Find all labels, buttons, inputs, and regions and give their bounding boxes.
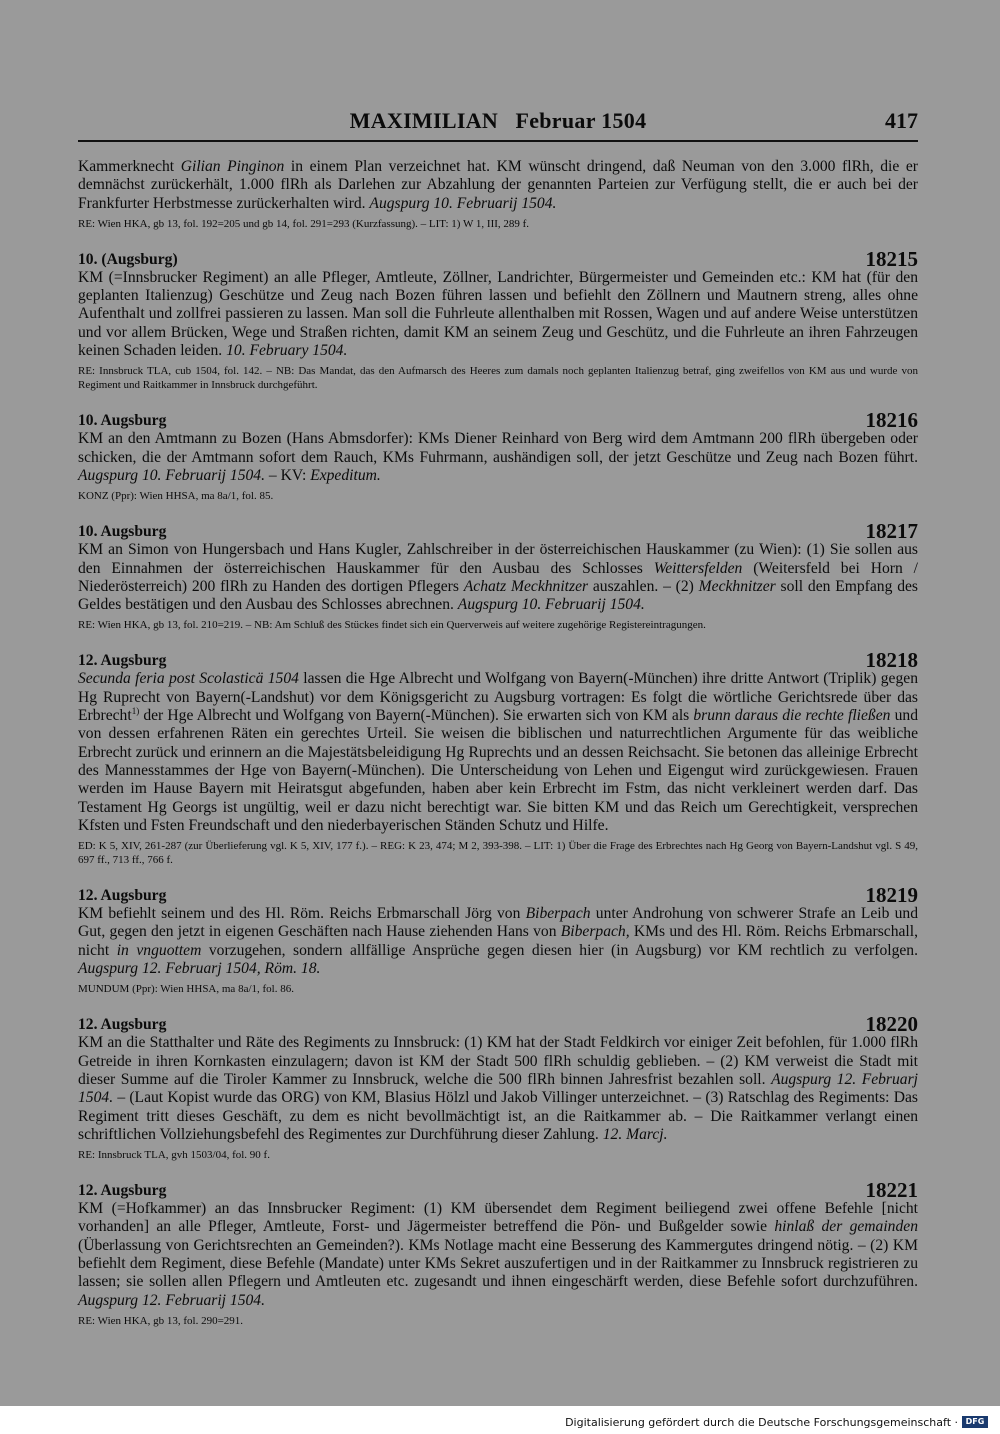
regest-entry-18219 bbox=[78, 885, 918, 996]
text-segment: in einem Plan verzeichnet hat. KM wünscht dringend, daß Neuman von den 3.000 flRh, die er demnächst zurückerhält, 1.000 flRh als Darlehen zur Abzahlung der genannten Parteien zur Verfügung stellt, die er auch bei der Frankfurter Herbstmesse zurückerhalten wird. bbox=[78, 158, 918, 212]
entry-note bbox=[78, 1148, 918, 1162]
italic-text: 12. Marcj. bbox=[602, 1125, 668, 1143]
entry-date: 10. (Augsburg) bbox=[78, 250, 178, 268]
entry-date: 10. Augsburg bbox=[78, 412, 167, 430]
text-segment: auszahlen. – (2) bbox=[588, 577, 699, 595]
regest-entry-18221 bbox=[78, 1180, 918, 1328]
italic-text: Augspurg 12. Februarij 1504. bbox=[78, 1291, 265, 1309]
text-segment: – KV: bbox=[264, 466, 311, 484]
running-title: MAXIMILIAN Februar 1504 bbox=[349, 108, 647, 133]
entry-number: 18217 bbox=[865, 519, 918, 544]
text-segment: (Weitersfeld bei Horn / Niederösterreich) 200 flRh zu Handen des dortigen Pflegers bbox=[78, 559, 919, 595]
italic-text: hinlaß der gemainden bbox=[774, 1218, 918, 1236]
entry-number: 18215 bbox=[865, 246, 918, 271]
entry-note bbox=[78, 839, 918, 867]
dfg-footer bbox=[565, 1414, 988, 1430]
entry-note bbox=[78, 1314, 918, 1328]
italic-text: Expeditum. bbox=[310, 466, 381, 484]
footnote-marker: 1) bbox=[131, 705, 140, 716]
entry-body bbox=[78, 905, 918, 978]
entry-date: 12. Augsburg bbox=[78, 1016, 167, 1034]
italic-text: Gilian Pinginon bbox=[180, 158, 285, 175]
italic-text: Weittersfelden bbox=[653, 559, 743, 577]
intro-paragraph bbox=[78, 158, 918, 213]
text-segment: KM befiehlt seinem und des Hl. Röm. Reichs Erbmarschall Jörg von bbox=[78, 905, 526, 923]
regest-entry-18217 bbox=[78, 521, 918, 632]
text-segment: KM (=Innsbrucker Regiment) an alle Pfleger, Amtleute, Zöllner, Landrichter, Bürgermeister und Gemeinden etc.: KM hat (für den geplanten Italienzug) Geschütze und Zeug nach Bozen führen lassen und befiehlt den Zöllnern und Mautnern streng, alles ohne Aufenthalt und zollfrei passieren zu lassen. Man soll die Fuhrleute allenthalben mit Rossen, Wagen und auf andere Weise unterstützen und vor allem Brücken, Wege und Straßen richten, damit KM an seinem Zeug und Geschütz, und die Fuhrleute an ihren Fahrzeugen keinen Schaden leiden. bbox=[78, 268, 918, 360]
text-segment: RE: Wien HKA, gb 13, fol. 210=219. – NB: Am Schluß des Stückes findet sich ein Querverweis auf weitere zugehörige Registereintragungen. bbox=[78, 619, 706, 632]
text-segment: unter Androhung von schwerer Strafe an Leib und Gut, gegen den jetzt in eigenen Geschäften nach Hause ziehenden Hans von bbox=[78, 905, 918, 941]
entry-note bbox=[78, 364, 918, 392]
italic-text: Augspurg 10. Februarij 1504. bbox=[78, 466, 265, 484]
page-content bbox=[78, 158, 918, 1328]
text-segment: KM an den Amtmann zu Bozen (Hans Abmsdorfer): KMs Diener Reinhard von Berg wird dem Amtmann 200 flRh übergeben oder schicken, die der Amtmann sofort dem Rauch, KMs Fuhrmann, aushändigen soll, der jetzt Geschütze und Zeug nach Bozen führt. bbox=[78, 430, 918, 466]
italic-text: brunn daraus die rechte fließen bbox=[693, 707, 891, 725]
italic-text: Augspurg 12. Februarj 1504. bbox=[78, 1070, 918, 1107]
italic-text: 10. February 1504. bbox=[226, 342, 348, 360]
entry-number: 18221 bbox=[865, 1178, 918, 1203]
text-segment: Kammerknecht bbox=[78, 158, 181, 175]
entry-number: 18219 bbox=[865, 883, 918, 908]
italic-text: Biberpach, bbox=[560, 923, 630, 941]
text-segment: – (Laut Kopist wurde das ORG) von KM, Blasius Hölzl und Jakob Villinger unterzeichnet. – (3) Ratschlag des Regiments: Das Regiment tritt dieses Geschäft, zu dem es nicht bevollmächtigt ist, an die Raitkammer ab. – Die Raitkammer verlangt einen schriftlichen Vollziehungsbefehl des Regimentes zur Durchführung dieser Zahlung. bbox=[78, 1089, 918, 1143]
entry-number: 18220 bbox=[865, 1012, 918, 1037]
entry-note bbox=[78, 982, 918, 996]
italic-text: Biberpach bbox=[525, 905, 591, 923]
text-segment: RE: Innsbruck TLA, gvh 1503/04, fol. 90 f. bbox=[78, 1149, 270, 1162]
text-segment: ED: K 5, XIV, 261-287 (zur Überlieferung vgl. K 5, XIV, 177 f.). – REG: K 23, 474; M 2, 393-398. – LIT: 1) Über die Frage des Erbrechtes nach Hg Georg von Bayern-Landshut vgl. S 49, 697 ff., 713 ff., 766 f. bbox=[78, 840, 918, 867]
text-segment: lassen die Hge Albrecht und Wolfgang von Bayern(-München) ihre dritte Antwort (Triplik) gegen Hg Ruprecht von Bayern(-Landshut) vor dem Königsgericht zu Augsburg vortragen: Es folgt die wörtliche Gerichtsrede über das Erbrecht bbox=[78, 670, 918, 725]
dfg-logo-icon: DFG bbox=[962, 1416, 988, 1428]
regest-entry-18218 bbox=[78, 650, 918, 867]
text-segment: vorzugehen, sondern allfällige Ansprüche gegen diesen hier (in Augsburg) vor KM rechtlich zu verfolgen. bbox=[201, 941, 918, 959]
regest-entry-18216 bbox=[78, 410, 918, 503]
italic-text: Augspurg 10. Februarij 1504. bbox=[457, 596, 645, 614]
regest-entry-18215 bbox=[78, 246, 918, 392]
running-header bbox=[78, 106, 918, 142]
text-segment: KM an die Statthalter und Räte des Regiments zu Innsbruck: (1) KM hat der Stadt Feldkirch vor einiger Zeit befohlen, für 1.000 flRh Getreide in ihren Kornkasten einzulagern; davon ist KM der Stadt 500 flRh schuldig geblieben. – (2) KM verweist die Stadt mit dieser Summe auf die Tiroler Kammer zu Innsbruck, welche die 500 flRh binnen Jahresfrist bezahlen soll. bbox=[78, 1034, 918, 1088]
entry-body bbox=[78, 430, 918, 485]
entry-body bbox=[78, 1034, 918, 1144]
entry-date: 12. Augsburg bbox=[78, 652, 167, 670]
text-segment: (Überlassung von Gerichtsrechten an Gemeinden?). KMs Notlage macht eine Besserung des Kammergutes dringend nötig. – (2) KM befiehlt dem Regiment, diese Befehle (Mandate) unter KMs Sekret auszufertigen und in der Raitkammer zu Innsbruck registrieren zu lassen; sie sollen allen Pflegern und Amtleuten etc. zugesandt und ihnen eingeschärft werden, diese Befehle sofort durchzuführen. bbox=[78, 1236, 918, 1291]
entry-body bbox=[78, 670, 918, 835]
text-segment: RE: Wien HKA, gb 13, fol. 192=205 und gb 14, fol. 291=293 (Kurzfassung). – LIT: 1) W 1, III, 289 f. bbox=[78, 217, 530, 230]
entry-date: 10. Augsburg bbox=[78, 523, 167, 541]
text-segment: RE: Wien HKA, gb 13, fol. 290=291. bbox=[78, 1314, 244, 1327]
entry-note bbox=[78, 489, 918, 503]
page-number: 417 bbox=[885, 108, 918, 133]
italic-text: Secunda feria post Scolasticä 1504 bbox=[78, 670, 299, 688]
entry-note bbox=[78, 618, 918, 632]
entry-number: 18218 bbox=[865, 648, 918, 673]
text-segment: der Hge Albrecht und Wolfgang von Bayern(-München). Sie erwarten sich von KM als bbox=[139, 707, 694, 725]
entry-body bbox=[78, 541, 918, 614]
italic-text: Augspurg 12. Februarj 1504, Röm. 18. bbox=[78, 960, 321, 978]
entry-number: 18216 bbox=[865, 408, 918, 433]
text-segment: soll den Empfang des Geldes bestätigen und den Ausbau des Schlosses abrechnen. bbox=[78, 577, 918, 614]
italic-text: Augspurg 10. Februarij 1504. bbox=[369, 194, 557, 212]
entry-date: 12. Augsburg bbox=[78, 887, 167, 905]
italic-text: Achatz Meckhnitzer bbox=[463, 577, 589, 595]
text-segment: KM an Simon von Hungersbach und Hans Kugler, Zahlschreiber in der österreichischen Hauskammer (zu Wien): (1) Sie sollen aus den Einnahmen der österreichischen Hauskammer für den Ausbau des Schlosses bbox=[78, 541, 918, 577]
text-segment: MUNDUM (Ppr): Wien HHSA, ma 8a/1, fol. 86. bbox=[78, 983, 294, 996]
regest-entry-18220 bbox=[78, 1014, 918, 1162]
footer-text: Digitalisierung gefördert durch die Deutsche Forschungsgemeinschaft · bbox=[565, 1415, 958, 1429]
text-segment: RE: Innsbruck TLA, cub 1504, fol. 142. – NB: Das Mandat, das den Aufmarsch des Heeres zum damals noch geplanten Italienzug betraf, ging zweifellos von KM aus und wurde von Regiment und Raitkammer in Innsbruck durchgeführt. bbox=[78, 365, 918, 392]
italic-text: Meckhnitzer bbox=[698, 577, 776, 595]
text-segment: KMs und des Hl. Röm. Reichs Erbmarschall, nicht bbox=[78, 923, 918, 959]
italic-text: in vnguottem bbox=[116, 941, 202, 959]
entry-body bbox=[78, 269, 918, 360]
text-segment: KONZ (Ppr): Wien HHSA, ma 8a/1, fol. 85. bbox=[78, 490, 274, 503]
text-segment: und von dessen erfahrenen Räten ein gerechtes Urteil. Sie weisen die biblischen und naturrechtlichen Argumente für das weibliche Erbrecht zurück und erinnern an die Majestätsbeleidigung Hg Ruprechts und an dessen Reichsacht. Sie betonen das alleinige Erbrecht des Mannesstammes der Hge von Bayern(-München). Die Unterscheidung von Lehen und Eigengut wird zurückgewiesen. Frauen werden im Hause Bayern mit Heiratsgut abgefunden, haben aber kein Erbrecht im Fstm, das nicht verkleinert werden darf. Das Testament Hg Georgs ist ungültig, weil er dazu nicht berechtigt war. Sie bitten KM und das Reich um Gerechtigkeit, versprechen Kfsten und Fsten Freundschaft und den niederbayerischen Ständen Schutz und Hilfe. bbox=[78, 707, 918, 834]
entry-date: 12. Augsburg bbox=[78, 1182, 167, 1200]
text-segment: KM (=Hofkammer) an das Innsbrucker Regiment: (1) KM übersendet dem Regiment beiliegend zwei offene Befehle [nicht vorhanden] an alle Pfleger, Amtleute, Forst- und Jägermeister betreffend die Pön- und Bußgelder sowie bbox=[78, 1200, 918, 1236]
entry-body bbox=[78, 1200, 918, 1310]
intro-note bbox=[78, 217, 918, 231]
